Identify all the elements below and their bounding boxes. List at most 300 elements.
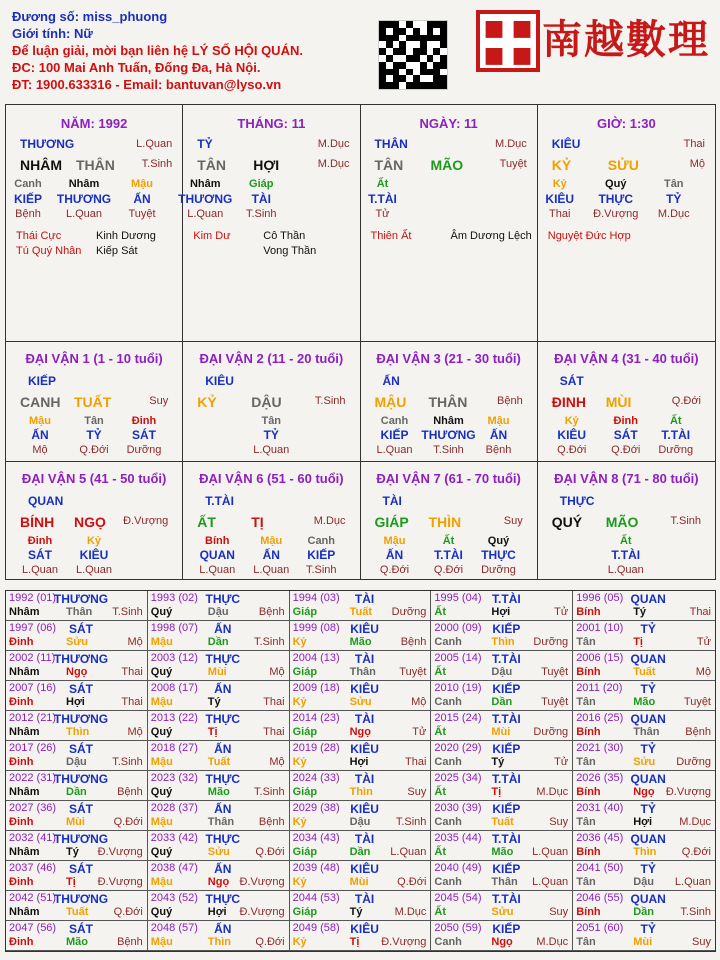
year-cell[interactable] <box>148 591 290 621</box>
year-cell[interactable] <box>6 771 148 801</box>
year-god: ẤN <box>214 862 232 876</box>
year-label: 2047 (56) <box>9 922 57 934</box>
pillar-branch: HỢI <box>253 157 280 173</box>
dai-van-stem: CANH <box>20 394 61 410</box>
year-branch: Tuất <box>349 606 372 618</box>
year-branch: Tý <box>207 696 221 708</box>
hidden-stem: Đinh <box>131 415 157 427</box>
dai-van-cell[interactable] <box>361 461 538 580</box>
dai-van-cell[interactable] <box>183 342 360 461</box>
year-stem: Mậu <box>150 696 173 708</box>
year-phase: T.Sinh <box>680 906 711 918</box>
year-phase: Tuyệt <box>541 666 569 678</box>
hidden-god: THƯƠNG <box>178 192 233 206</box>
year-cell[interactable] <box>6 861 148 891</box>
year-stem: Đinh <box>9 696 34 708</box>
year-branch: Thân <box>66 606 93 618</box>
year-cell[interactable] <box>290 711 432 741</box>
dai-van-cell[interactable] <box>538 461 715 580</box>
dai-van-title: ĐẠI VẬN 1 (1 - 10 tuổi) <box>25 351 163 366</box>
year-stem: Bính <box>576 786 601 798</box>
dai-van-stem: ẤT <box>197 513 216 530</box>
year-stem: Đinh <box>9 756 34 768</box>
year-god: QUAN <box>630 892 666 906</box>
year-phase: Q.Đới <box>681 846 711 858</box>
year-cell[interactable] <box>290 801 432 831</box>
year-label: 2040 (49) <box>434 862 482 874</box>
year-cell[interactable] <box>148 861 290 891</box>
hidden-stem: Kỷ <box>552 178 567 190</box>
hidden-phase: Q.Đới <box>557 444 587 456</box>
hidden-god: THƯƠNG <box>56 192 112 206</box>
year-phase: Thai <box>263 696 285 708</box>
year-phase: L.Quan <box>532 876 569 888</box>
dai-van-god: KIẾP <box>28 374 57 388</box>
hidden-stem: Ất <box>442 534 455 547</box>
year-branch: Thân <box>207 816 235 828</box>
pillar-god: THƯƠNG <box>20 137 75 151</box>
year-god: KIẾP <box>492 622 521 636</box>
hidden-god: THỰC <box>598 192 634 206</box>
year-god: TÀI <box>354 592 375 606</box>
year-stem: Canh <box>434 876 462 888</box>
year-cell[interactable] <box>573 621 715 651</box>
hidden-god: SÁT <box>613 428 638 442</box>
hidden-god: ẤN <box>31 428 49 442</box>
year-cell[interactable] <box>6 831 148 861</box>
year-cell[interactable] <box>6 621 148 651</box>
year-stem: Nhâm <box>9 906 40 918</box>
year-cell[interactable] <box>573 801 715 831</box>
hidden-stem: Mậu <box>487 415 510 427</box>
year-branch: Sửu <box>491 906 514 918</box>
year-stem: Ất <box>434 846 446 858</box>
year-stem: Kỷ <box>292 696 307 708</box>
pillar-4 <box>538 105 715 341</box>
year-label: 2006 (15) <box>576 652 624 664</box>
star-right: Vong Thần <box>263 245 317 257</box>
dai-van-branch: THÂN <box>428 394 468 410</box>
year-stem: Ất <box>434 666 446 678</box>
year-cell[interactable] <box>290 891 432 921</box>
year-cell[interactable] <box>431 801 573 831</box>
year-label: 2022 (31) <box>9 772 57 784</box>
year-stem: Bính <box>576 726 601 738</box>
client-name: Đương số: miss_phuong <box>12 9 168 24</box>
year-label: 2038 (47) <box>150 862 198 874</box>
year-branch: Mùi <box>491 726 511 738</box>
year-stem: Ất <box>434 786 446 798</box>
dai-van-cell[interactable] <box>6 342 183 461</box>
year-label: 2005 (14) <box>434 652 482 664</box>
hidden-stem: Mậu <box>131 178 153 190</box>
year-label: 1992 (01) <box>9 592 57 604</box>
hidden-stem: Nhâm <box>189 178 221 190</box>
year-stem: Quý <box>150 846 173 858</box>
year-label: 2042 (51) <box>9 892 57 904</box>
year-cell[interactable] <box>431 861 573 891</box>
year-label: 2021 (30) <box>576 742 624 754</box>
year-cell[interactable] <box>290 921 432 951</box>
year-cell[interactable] <box>573 891 715 921</box>
year-god: THỰC <box>205 592 241 606</box>
hidden-phase: M.Dục <box>657 208 690 220</box>
year-cell[interactable] <box>431 771 573 801</box>
dai-van-cell[interactable] <box>183 461 360 580</box>
star-left: Nguyệt Đức Hợp <box>547 230 631 242</box>
hidden-stem: Đinh <box>27 534 53 547</box>
hidden-god: TỶ <box>263 428 279 442</box>
year-stem: Kỷ <box>292 936 307 948</box>
year-label: 2051 (60) <box>576 922 624 934</box>
year-god: TÀI <box>354 832 375 846</box>
hidden-stem: Quý <box>605 178 627 190</box>
year-label: 2036 (45) <box>576 832 624 844</box>
year-branch: Thìn <box>349 786 373 798</box>
year-cell[interactable] <box>573 831 715 861</box>
year-branch: Thìn <box>66 726 90 738</box>
year-branch: Hợi <box>633 816 653 828</box>
pillar-stem: NHÂM <box>20 157 62 173</box>
year-label: 2012 (21) <box>9 712 57 724</box>
year-phase: Thai <box>121 696 143 708</box>
year-stem: Quý <box>150 906 173 918</box>
year-god: KIẾP <box>492 742 521 756</box>
year-god: THỰC <box>205 772 241 786</box>
year-phase: L.Quan <box>390 846 427 858</box>
year-phase: Tuyệt <box>541 696 569 708</box>
year-cell[interactable] <box>6 681 148 711</box>
year-god: TỶ <box>640 802 656 816</box>
dai-van-god: THỰC <box>559 493 595 508</box>
year-god: TỶ <box>640 742 656 756</box>
hidden-phase: L.Quan <box>187 208 224 220</box>
year-cell[interactable] <box>573 741 715 771</box>
year-cell[interactable] <box>148 831 290 861</box>
year-branch: Mão <box>633 696 656 708</box>
hidden-god: T.TÀI <box>368 192 397 206</box>
year-phase: Mộ <box>695 666 711 678</box>
hidden-stem: Mậu <box>383 534 406 547</box>
year-god: KIẾP <box>492 922 521 936</box>
hidden-phase: Dưỡng <box>481 563 516 576</box>
dai-van-title: ĐẠI VẬN 3 (21 - 30 tuổi) <box>376 351 521 366</box>
hidden-phase: L.Quan <box>75 563 113 576</box>
year-cell[interactable] <box>148 621 290 651</box>
year-cell[interactable] <box>6 711 148 741</box>
year-phase: T.Sinh <box>112 606 143 618</box>
year-phase: Tử <box>554 756 569 768</box>
year-cell[interactable] <box>6 891 148 921</box>
pillar-branch: SỬU <box>607 157 639 173</box>
year-label: 2023 (32) <box>150 772 198 784</box>
year-cell[interactable] <box>573 591 715 621</box>
year-label: 2017 (26) <box>9 742 57 754</box>
dai-van-god: SÁT <box>559 374 584 388</box>
year-label: 2044 (53) <box>292 892 340 904</box>
year-stem: Giáp <box>292 846 318 858</box>
hidden-phase: Q.Đới <box>379 563 410 576</box>
hidden-god: ẤN <box>262 547 280 562</box>
star-left: Thiên Ất <box>370 230 412 242</box>
year-phase: L.Quan <box>532 846 569 858</box>
year-stem: Bính <box>576 606 601 618</box>
year-cell[interactable] <box>290 591 432 621</box>
dai-van-god: ẤN <box>382 374 400 388</box>
hidden-god: T.TÀI <box>611 547 641 562</box>
year-phase: T.Sinh <box>254 786 285 798</box>
year-cell[interactable] <box>148 771 290 801</box>
dai-van-cell[interactable] <box>6 461 183 580</box>
dai-van-god: T.TÀI <box>205 493 234 508</box>
year-god: T.TÀI <box>492 652 521 666</box>
dai-van-grid <box>5 342 716 580</box>
hidden-stem: Giáp <box>249 178 274 190</box>
year-label: 2028 (37) <box>150 802 198 814</box>
year-god: THƯƠNG <box>53 892 109 906</box>
year-stem: Tân <box>576 816 596 828</box>
year-cell[interactable] <box>573 921 715 951</box>
year-cell[interactable] <box>148 741 290 771</box>
pillar-1 <box>6 105 183 341</box>
year-cell[interactable] <box>6 741 148 771</box>
year-cell[interactable] <box>6 921 148 951</box>
year-cell[interactable] <box>431 891 573 921</box>
year-phase: Bệnh <box>258 606 285 618</box>
hidden-god: KIẾP <box>13 192 42 206</box>
year-label: 2016 (25) <box>576 712 624 724</box>
year-phase: Bệnh <box>400 636 427 648</box>
year-cell[interactable] <box>573 651 715 681</box>
year-cell[interactable] <box>431 681 573 711</box>
pillar-stem: KỶ <box>551 157 572 173</box>
year-label: 2009 (18) <box>292 682 340 694</box>
year-branch: Dần <box>349 846 371 858</box>
hidden-stem: Canh <box>14 178 42 190</box>
year-branch: Sửu <box>633 756 656 768</box>
dai-van-god: TÀI <box>382 493 402 508</box>
hidden-stem: Tân <box>261 415 282 427</box>
year-phase: Dưỡng <box>676 756 711 768</box>
hidden-god: TÀI <box>251 192 271 206</box>
pillar-phase: Tuyệt <box>499 158 527 170</box>
year-branch: Dần <box>633 906 654 918</box>
year-label: 2048 (57) <box>150 922 198 934</box>
year-god: KIÊU <box>350 922 379 936</box>
year-phase: Đ.Vượng <box>97 876 143 888</box>
year-label: 2002 (11) <box>9 652 56 664</box>
year-cell[interactable] <box>6 651 148 681</box>
year-cell[interactable] <box>573 711 715 741</box>
year-label: 2039 (48) <box>292 862 340 874</box>
year-god: ẤN <box>214 622 232 636</box>
year-branch: Tuất <box>633 666 656 678</box>
year-stem: Ất <box>434 726 446 738</box>
year-god: THƯƠNG <box>53 772 109 786</box>
year-cell[interactable] <box>290 861 432 891</box>
pillar-phase-top: Thai <box>683 138 705 150</box>
year-phase: Thai <box>404 756 427 768</box>
pillar-phase-top: M.Dục <box>317 138 350 150</box>
year-cell[interactable] <box>6 591 148 621</box>
dai-van-cell[interactable] <box>361 342 538 461</box>
gender: Giới tính: Nữ <box>12 26 93 41</box>
dai-van-branch: TỊ <box>251 513 264 530</box>
year-cell[interactable] <box>148 921 290 951</box>
year-cell[interactable] <box>573 861 715 891</box>
year-cell[interactable] <box>431 621 573 651</box>
year-branch: Hợi <box>66 696 85 708</box>
year-stem: Bính <box>576 906 601 918</box>
contact-phone-email: ĐT: 1900.633316 - Email: bantuvan@lyso.vn <box>12 77 282 92</box>
dai-van-branch: TUẤT <box>74 394 112 410</box>
year-phase: T.Sinh <box>254 636 285 648</box>
dai-van-cell[interactable] <box>538 342 715 461</box>
year-label: 2001 (10) <box>576 622 624 634</box>
contact-line-1: Để luận giải, mời bạn liên hệ LÝ SỐ HỘI QUÁN. <box>12 43 303 58</box>
year-cell[interactable] <box>148 681 290 711</box>
pillar-branch: THÂN <box>76 157 115 173</box>
year-branch: Tị <box>207 726 218 738</box>
year-god: TỶ <box>640 922 656 936</box>
year-branch: Tuất <box>207 756 231 768</box>
year-label: 1995 (04) <box>434 592 482 604</box>
year-phase: Tử <box>554 606 569 618</box>
year-branch: Dậu <box>491 666 513 678</box>
hidden-stem: Ất <box>669 415 682 427</box>
hidden-phase: Tử <box>375 208 390 220</box>
pillar-title: GIỜ: 1:30 <box>596 116 656 131</box>
year-god: THỰC <box>205 652 241 666</box>
year-label: 2027 (36) <box>9 802 57 814</box>
dai-van-god: KIÊU <box>205 374 234 388</box>
year-cell[interactable] <box>290 681 432 711</box>
year-phase: Mộ <box>127 636 143 648</box>
year-cell[interactable] <box>290 621 432 651</box>
qr-code-icon[interactable] <box>378 20 448 90</box>
year-god: T.TÀI <box>492 772 521 786</box>
year-cell[interactable] <box>431 651 573 681</box>
pillar-god: TỶ <box>197 137 213 151</box>
year-stem: Bính <box>576 846 601 858</box>
year-branch: Tị <box>349 936 360 948</box>
year-branch: Tị <box>633 636 643 648</box>
year-cell[interactable] <box>431 741 573 771</box>
year-label: 1993 (02) <box>150 592 198 604</box>
year-cell[interactable] <box>6 801 148 831</box>
year-cell[interactable] <box>431 921 573 951</box>
star-right: Kiếp Sát <box>96 245 138 257</box>
year-cell[interactable] <box>290 771 432 801</box>
year-cell[interactable] <box>573 771 715 801</box>
year-label: 1998 (07) <box>150 622 198 634</box>
hidden-stem: Quý <box>487 534 510 547</box>
hidden-phase: Q.Đới <box>79 444 109 456</box>
dai-van-stem: MẬU <box>374 394 407 410</box>
year-cell[interactable] <box>290 651 432 681</box>
year-label: 2045 (54) <box>434 892 482 904</box>
year-stem: Đinh <box>9 936 34 948</box>
star-left: Thái Cực <box>16 230 62 242</box>
hidden-phase: L.Quan <box>199 563 236 576</box>
pillar-phase-top: L.Quan <box>136 138 173 150</box>
year-cell[interactable] <box>431 711 573 741</box>
year-god: THƯƠNG <box>53 652 109 666</box>
hidden-phase: Bệnh <box>15 208 41 220</box>
year-stem: Tân <box>576 876 596 888</box>
year-branch: Thìn <box>491 636 515 648</box>
year-branch: Thìn <box>207 936 232 948</box>
dai-van-phase: Suy <box>503 514 523 527</box>
year-phase: Mộ <box>411 696 427 708</box>
year-label: 2025 (34) <box>434 772 482 784</box>
star-left: Tú Quý Nhân <box>16 245 82 257</box>
year-label: 2019 (28) <box>292 742 340 754</box>
dai-van-phase: T.Sinh <box>670 514 701 527</box>
year-phase: Suy <box>692 936 711 948</box>
dai-van-phase: Đ.Vượng <box>123 514 169 527</box>
hidden-phase: Bệnh <box>485 444 512 456</box>
dai-van-phase: T.Sinh <box>314 395 346 407</box>
dai-van-stem: KỶ <box>197 394 217 410</box>
hidden-phase: T.Sinh <box>433 444 464 456</box>
year-phase: M.Dục <box>679 816 711 828</box>
hidden-god: QUAN <box>199 547 235 562</box>
hidden-god: TỶ <box>666 192 682 206</box>
pillar-3 <box>361 105 538 341</box>
year-branch: Thân <box>633 726 660 738</box>
yearly-table <box>5 590 716 952</box>
year-label: 2030 (39) <box>434 802 482 814</box>
year-cell[interactable] <box>431 831 573 861</box>
year-cell[interactable] <box>290 831 432 861</box>
year-god: THƯƠNG <box>53 832 109 846</box>
dai-van-title: ĐẠI VẬN 7 (61 - 70 tuổi) <box>376 470 521 486</box>
year-cell[interactable] <box>148 651 290 681</box>
year-branch: Mùi <box>207 666 227 678</box>
year-cell[interactable] <box>290 741 432 771</box>
year-phase: Bệnh <box>685 726 711 738</box>
year-label: 1999 (08) <box>292 622 340 634</box>
year-label: 2018 (27) <box>150 742 198 754</box>
dai-van-title: ĐẠI VẬN 8 (71 - 80 tuổi) <box>554 470 699 486</box>
year-cell[interactable] <box>573 681 715 711</box>
hidden-stem: Canh <box>307 534 335 547</box>
year-branch: Dần <box>66 786 87 798</box>
year-god: SÁT <box>69 682 93 696</box>
year-god: TÀI <box>354 892 375 906</box>
year-cell[interactable] <box>148 711 290 741</box>
year-god: SÁT <box>69 622 93 636</box>
year-god: QUAN <box>630 652 666 666</box>
dai-van-stem: BÍNH <box>20 513 55 530</box>
year-cell[interactable] <box>148 891 290 921</box>
pillar-2 <box>178 105 360 341</box>
year-cell[interactable] <box>148 801 290 831</box>
pillar-title: THÁNG: 11 <box>237 116 306 131</box>
year-god: KIÊU <box>350 802 379 816</box>
pillar-title: NGÀY: 11 <box>419 116 478 131</box>
year-branch: Sửu <box>207 846 230 858</box>
year-phase: Tử <box>412 726 427 738</box>
year-branch: Ngọ <box>633 786 655 798</box>
year-cell[interactable] <box>431 591 573 621</box>
year-stem: Kỷ <box>292 816 307 828</box>
hidden-god: ẤN <box>489 428 508 442</box>
year-branch: Dậu <box>633 876 654 888</box>
year-stem: Tân <box>576 936 596 948</box>
year-branch: Ngọ <box>66 666 88 678</box>
